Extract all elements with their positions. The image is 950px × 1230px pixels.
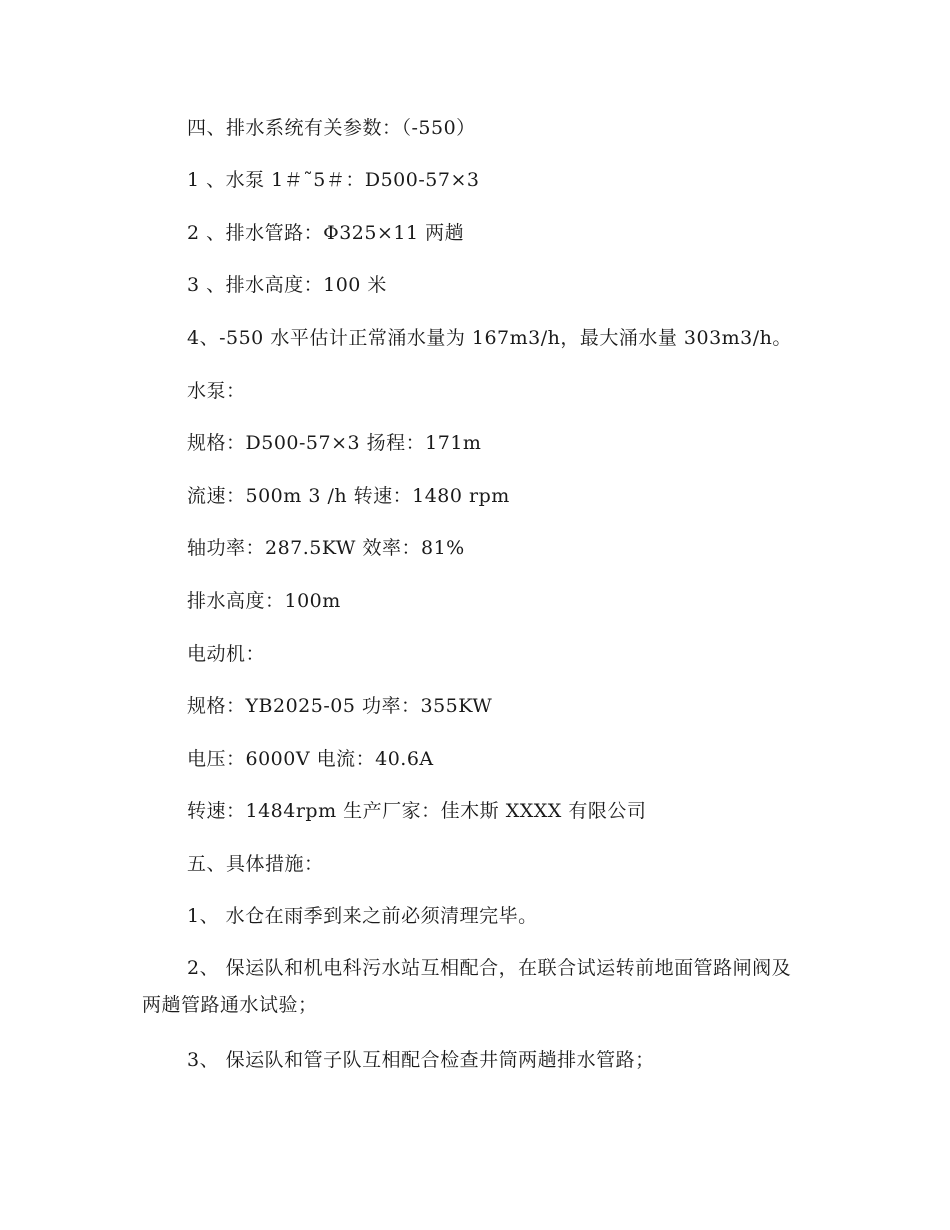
section-heading-measures: 五、具体措施：	[187, 853, 324, 875]
motor-voltage-line: 电压：6000V 电流：40.6A	[187, 748, 434, 770]
motor-spec-line: 规格：YB2025-05 功率：355KW	[187, 695, 493, 717]
section-heading-drainage-parameters: 四、排水系统有关参数：（-550）	[187, 117, 476, 139]
list-item-pipeline: 2 、排水管路：Φ325×11 两趟	[187, 222, 465, 244]
pump-height-line: 排水高度：100m	[187, 590, 341, 612]
measure-item-3: 3、 保运队和管子队互相配合检查井筒两趟排水管路；	[187, 1049, 655, 1071]
pump-spec-line: 规格：D500-57×3 扬程：171m	[187, 432, 482, 454]
list-item-water-inflow: 4、-550 水平估计正常涌水量为 167m3/h，最大涌水量 303m3/h。	[187, 327, 792, 349]
subheading-motor: 电动机：	[187, 643, 266, 665]
pump-flow-line: 流速：500m 3 /h 转速：1480 rpm	[187, 485, 510, 507]
measure-item-1: 1、 水仓在雨季到来之前必须清理完毕。	[187, 905, 538, 927]
list-item-pumps: 1 、水泵 1＃˜5＃：D500-57×3	[187, 169, 480, 191]
motor-speed-line: 转速：1484rpm 生产厂家：佳木斯 XXXX 有限公司	[187, 800, 647, 822]
measure-item-2: 2、 保运队和机电科污水站互相配合，在联合试运转前地面管路闸阀及两趟管路通水试验；	[142, 957, 792, 1016]
pump-power-line: 轴功率：287.5KW 效率：81%	[187, 537, 465, 559]
subheading-water-pump: 水泵：	[187, 380, 246, 402]
list-item-drainage-height: 3 、排水高度：100 米	[187, 274, 387, 296]
